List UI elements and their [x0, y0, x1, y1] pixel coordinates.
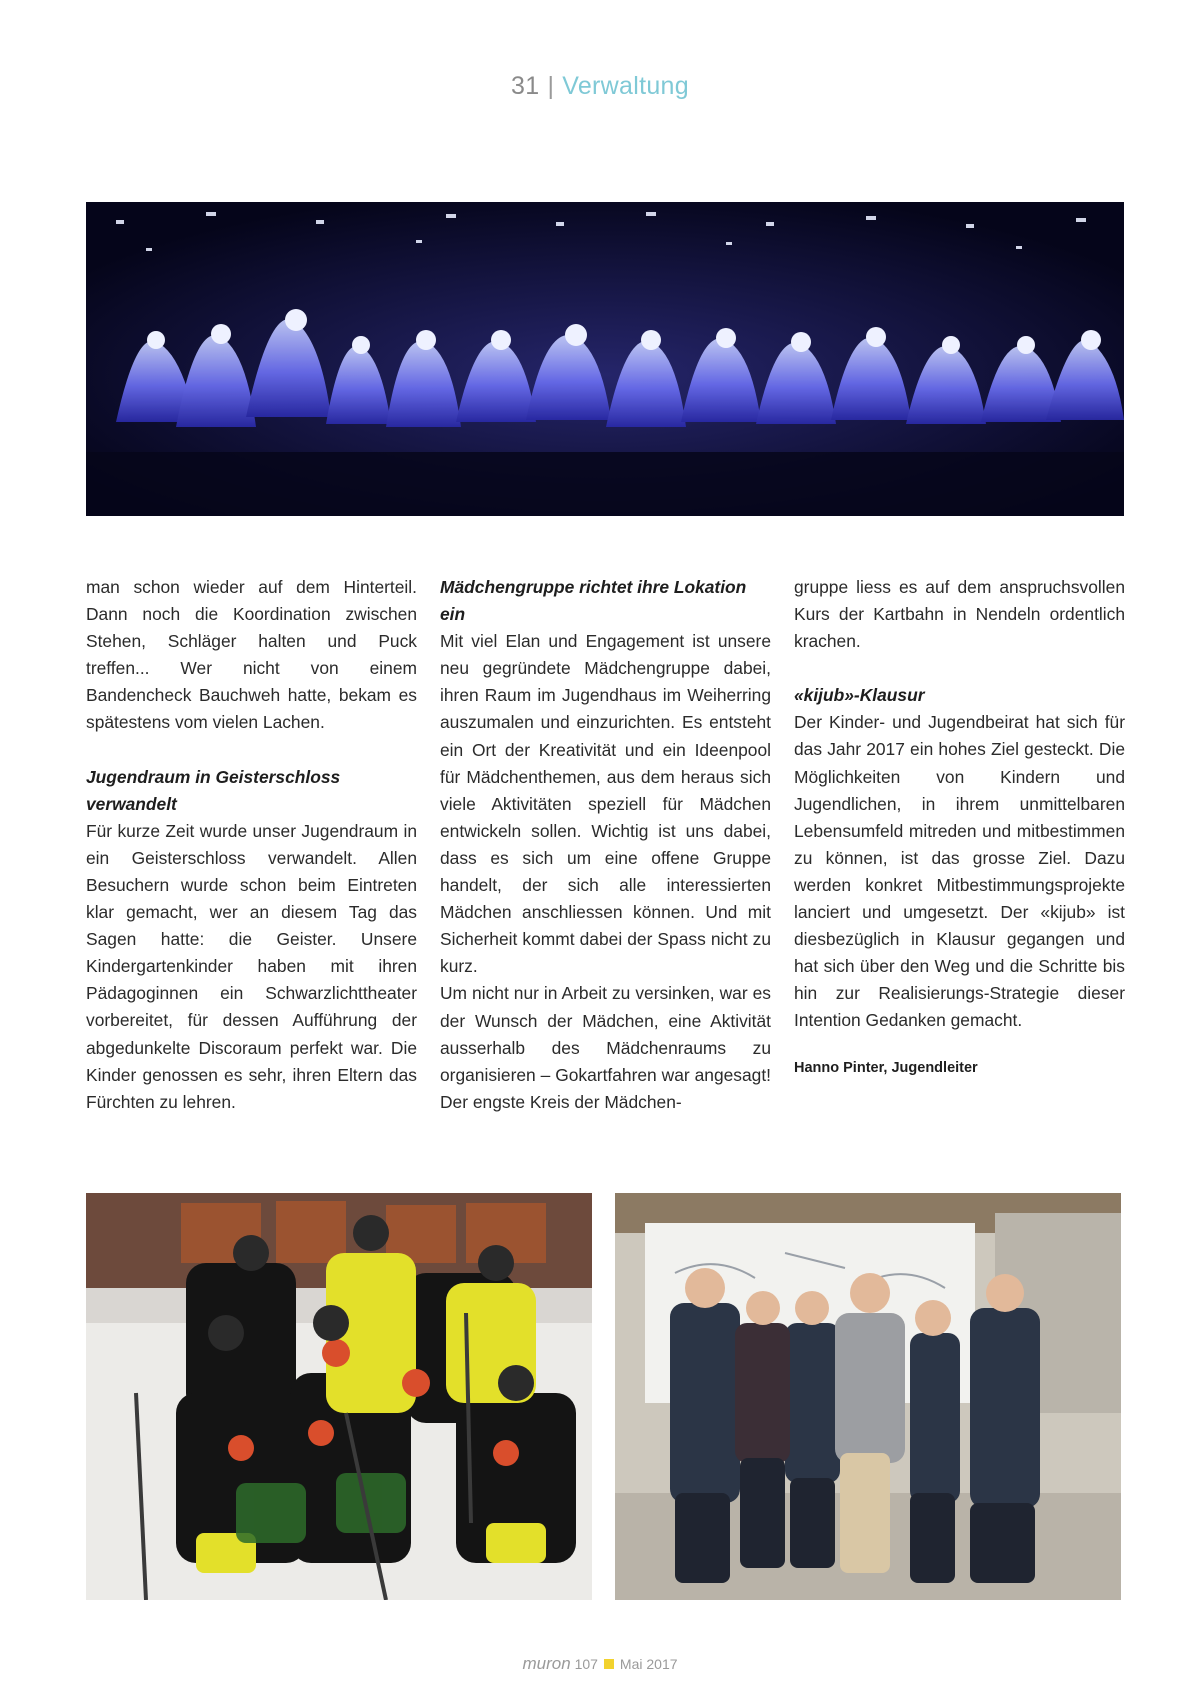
photo-ghost-theater [86, 202, 1124, 516]
text-column-3 [794, 574, 1125, 1082]
issue-number: 107 [574, 1656, 598, 1672]
page-header [0, 72, 1200, 101]
paragraph: man schon wieder auf dem Hinterteil. Dann noch die Koordination zwischen Stehen, Schläger halten und Puck treffen... Wer nicht von einem Bandencheck Bauchweh hatte, bekam es spätestens vom vielen Lachen. [86, 577, 417, 733]
page-footer [0, 1654, 1200, 1674]
kijub-group-image [615, 1193, 1121, 1600]
photo-kijub-group [615, 1193, 1121, 1600]
footer-square-icon [604, 1659, 614, 1669]
header-separator: | [547, 72, 555, 100]
subheading-geisterschloss: Jugendraum in Geisterschloss verwandelt [86, 766, 341, 814]
section-title: Verwaltung [562, 72, 689, 100]
photo-ice-hockey [86, 1193, 592, 1600]
paragraph: Der Kinder- und Jugendbeirat hat sich für das Jahr 2017 ein hohes Ziel gesteckt. Die Möglichkeiten von Kindern und Jugendlichen, in ihrem unmittelbaren Lebensumfeld mitreden und mitbestimmen zu können, ist das grosse Ziel. Dazu werden konkret Mitbestimmungsprojekte lanciert und umgesetzt. Der «kijub» ist diesbezüglich in Klausur gegangen und hat sich über den Weg und die Schritte bis hin zur Realisierungs-Strategie dieser Intention Gedanken gemacht. [794, 712, 1125, 1031]
magazine-brand: muron [522, 1654, 571, 1673]
subheading-kijub-klausur: «kijub»-Klausur [794, 685, 925, 706]
issue-date: Mai 2017 [619, 1656, 678, 1672]
text-column-1 [86, 574, 417, 1116]
paragraph: Um nicht nur in Arbeit zu versinken, war es der Wunsch der Mädchen, eine Aktivität ausserhalb des Mädchenraums zu organisieren – Gokartfahren war angesagt! Der engste Kreis der Mädchen- [440, 983, 771, 1112]
subheading-maedchengruppe: Mädchengruppe richtet ihre Lokation ein [440, 577, 747, 625]
paragraph: gruppe liess es auf dem anspruchsvollen Kurs der Kartbahn in Nendeln ordentlich krachen. [794, 577, 1125, 652]
author-signature: Hanno Pinter, Jugendleiter [794, 1059, 978, 1076]
ice-hockey-image [86, 1193, 592, 1600]
ghost-theater-image [86, 202, 1124, 516]
paragraph: Mit viel Elan und Engagement ist unsere neu gegründete Mädchengruppe dabei, ihren Raum im Jugendhaus im Weiherring auszumalen und einzurichten. Es entsteht ein Ort der Kreativität und ein Ideenpool für Mädchenthemen, aus dem heraus sich viele Aktivitäten speziell für Mädchen entwickeln sollen. Wichtig ist uns dabei, dass es sich um eine offene Gruppe handelt, der sich alle interessierten Mädchen anschliessen können. Und mit Sicherheit kommt dabei der Spass nicht zu kurz. [440, 631, 771, 977]
paragraph: Für kurze Zeit wurde unser Jugendraum in ein Geisterschloss verwandelt. Allen Besuchern wurde schon beim Eintreten klar gemacht, wer an diesem Tag das Sagen hatte: die Geister. Unsere Kindergartenkinder haben mit ihren Pädagoginnen ein Schwarzlichttheater vorbereitet, für dessen Aufführung der abgedunkelte Discoraum perfekt war. Die Kinder genossen es sehr, ihren Eltern das Fürchten zu lehren. [86, 820, 417, 1112]
text-column-2 [440, 574, 771, 1116]
page-number: 31 [511, 72, 540, 100]
